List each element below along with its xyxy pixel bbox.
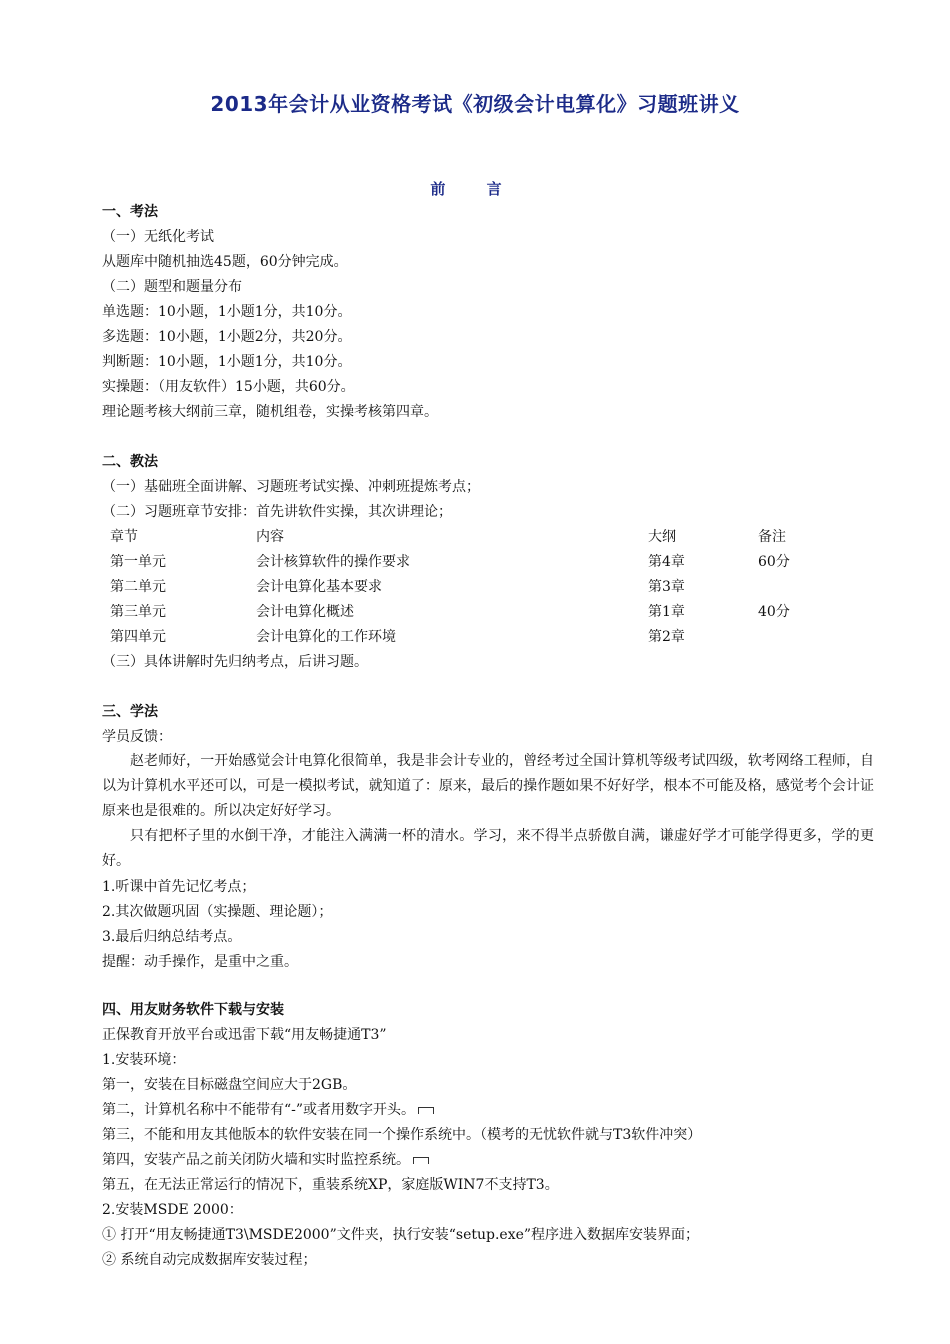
table-cell: 会计电算化概述 [256, 604, 354, 620]
text-line: （三）具体讲解时先归纳考点，后讲习题。 [102, 654, 368, 670]
paragraph-mark-icon [418, 1107, 434, 1114]
table-header-cell: 大纲 [648, 529, 676, 545]
table-header-cell: 内容 [256, 529, 284, 545]
text-line: 第一，安装在目标磁盘空间应大于2GB。 [102, 1077, 357, 1093]
table-cell: 第一单元 [110, 554, 166, 570]
paragraph-advice: 只有把杯子里的水倒干净，才能注入满满一杯的清水。学习，来不得半点骄傲自满，谦虚好学才可能学得更多，学的更好。 [102, 828, 874, 869]
table-cell: 第三单元 [110, 604, 166, 620]
section-heading-study: 三、学法 [102, 704, 158, 720]
paragraph-mark-icon [413, 1157, 429, 1164]
preface-heading: 前 言 [430, 180, 520, 198]
table-cell: 会计电算化基本要求 [256, 579, 382, 595]
text-line: （二）题型和题量分布 [102, 279, 242, 295]
table-cell: 60分 [758, 554, 790, 570]
text-line: （一）基础班全面讲解、习题班考试实操、冲刺班提炼考点； [102, 479, 480, 495]
text-line: 3.最后归纳总结考点。 [102, 929, 242, 945]
text-line: 学员反馈： [102, 729, 172, 745]
table-cell: 第3章 [648, 579, 685, 595]
text-line: 提醒：动手操作，是重中之重。 [102, 954, 298, 970]
table-cell: 第二单元 [110, 579, 166, 595]
table-header-cell: 备注 [758, 529, 786, 545]
section-heading-teaching: 二、教法 [102, 454, 158, 470]
section-heading-exam: 一、考法 [102, 204, 158, 220]
line-text: 第四，安装产品之前关闭防火墙和实时监控系统。 [102, 1152, 410, 1168]
paragraph-feedback: 赵老师好，一开始感觉会计电算化很简单，我是非会计专业的，曾经考过全国计算机等级考试四级，软考网络工程师，自以为计算机水平还可以，可是一模拟考试，就知道了：原来，最后的操作题如果不好好学，根本不可能及格，感觉考个会计证原来也是很难的。所以决定好好学习。 [102, 753, 874, 819]
text-line [102, 1100, 877, 1120]
text-line: 正保教育开放平台或迅雷下载“用友畅捷通T3” [102, 1027, 387, 1043]
table-cell: 第2章 [648, 629, 685, 645]
table-cell: 会计电算化的工作环境 [256, 629, 396, 645]
table-header-cell: 章节 [110, 529, 138, 545]
table-cell: 第4章 [648, 554, 685, 570]
table-cell: 40分 [758, 604, 790, 620]
table-cell: 第四单元 [110, 629, 166, 645]
text-line: 1.听课中首先记忆考点； [102, 879, 256, 895]
line-text: 第二，计算机名称中不能带有“-”或者用数字开头。 [102, 1102, 416, 1118]
text-line: 1.安装环境： [102, 1052, 186, 1068]
text-line: 单选题：10小题，1小题1分，共10分。 [102, 304, 352, 320]
table-cell: 第1章 [648, 604, 685, 620]
text-line: 从题库中随机抽选45题，60分钟完成。 [102, 254, 348, 270]
text-line: 多选题：10小题，1小题2分，共20分。 [102, 329, 352, 345]
text-line: 第五，在无法正常运行的情况下，重装系统XP，家庭版WIN7不支持T3。 [102, 1177, 559, 1193]
document-title: 2013年会计从业资格考试《初级会计电算化》习题班讲义 [210, 92, 740, 116]
text-line: （二）习题班章节安排：首先讲软件实操，其次讲理论； [102, 504, 452, 520]
table-cell: 会计核算软件的操作要求 [256, 554, 410, 570]
text-line: ② 系统自动完成数据库安装过程； [102, 1252, 317, 1268]
section-heading-install: 四、用友财务软件下载与安装 [102, 1002, 284, 1018]
text-line: 第三，不能和用友其他版本的软件安装在同一个操作系统中。（模考的无忧软件就与T3软件冲突） [102, 1127, 702, 1143]
text-line: 2.其次做题巩固（实操题、理论题）； [102, 904, 333, 920]
text-line: 实操题：（用友软件）15小题，共60分。 [102, 379, 355, 395]
text-line: 2.安装MSDE 2000： [102, 1202, 243, 1218]
text-line [102, 1150, 877, 1170]
text-line: （一）无纸化考试 [102, 229, 214, 245]
text-line: 判断题：10小题，1小题1分，共10分。 [102, 354, 352, 370]
text-line: 理论题考核大纲前三章，随机组卷，实操考核第四章。 [102, 404, 438, 420]
text-line: ① 打开“用友畅捷通T3\MSDE2000”文件夹，执行安装“setup.exe”程序进入数据库安装界面； [102, 1227, 700, 1243]
